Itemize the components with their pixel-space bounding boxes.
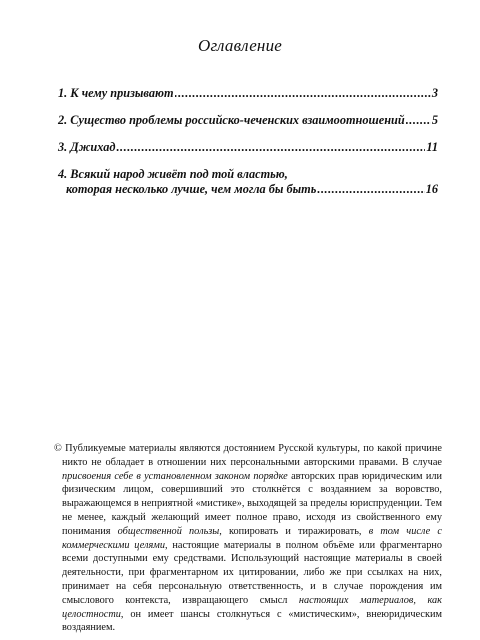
copyright-text: авторских прав юридическим или физическим лицом, совершивший это столкнётся с воздаянием за воровство, выражающемся в неприятной «мистике», выходящей за пределы юриспруденции. Тем не менее, каждый желающий имеет полное право, исходя из свойственного ему понимания: [62, 470, 442, 537]
toc-entry-title: 3. Джихад: [58, 140, 116, 154]
toc-entry-1[interactable]: [58, 86, 438, 101]
toc-entry-title-line1: 4. Всякий народ живёт под той властью,: [58, 167, 288, 181]
copyright-text: , настоящие материалы в полном объёме или фрагментарно всеми доступными ему средствами. Использующий настоящие материалы в своей деятельности, при фрагментарном их цитировании, либо же при ссылках на них, принимает на себя персональную ответственность, и в случае порождения им смыслового контекста, извращающего смысл: [62, 539, 442, 606]
toc-page-number: 3: [431, 86, 438, 100]
toc-entry-title-line2: которая несколько лучше, чем могла бы быть: [66, 182, 317, 196]
copyright-notice: [54, 442, 442, 635]
table-of-contents: [58, 86, 438, 209]
contents-heading: Оглавление: [197, 36, 283, 55]
copyright-emphasis: настоящих материалов, как целостности: [62, 594, 442, 620]
copyright-text: Публикуемые материалы являются достоянием Русской культуры, по какой причине никто не обладает в отношении них персональными авторскими правами. В случае: [61, 443, 442, 468]
dot-leader: [116, 140, 425, 155]
copyright-text: , копировать и тиражировать,: [219, 525, 369, 537]
toc-entry-4[interactable]: [58, 167, 438, 197]
toc-entry-2[interactable]: [58, 113, 438, 128]
copyright-text: , он имеет шансы столкнуться с «мистическим», внеюридическим воздаянием.: [62, 608, 442, 634]
toc-page-number: 5: [431, 113, 438, 127]
toc-entry-title: 1. К чему призывают: [58, 86, 174, 100]
toc-entry-title: 2. Существо проблемы российско-чеченских взаимоотношений: [58, 113, 405, 127]
copyright-emphasis: в том числе с коммерческими целями: [62, 525, 442, 551]
copyright-symbol: ©: [54, 443, 62, 454]
dot-leader: [406, 113, 431, 128]
toc-entry-3[interactable]: [58, 140, 438, 155]
copyright-emphasis: общественной пользы: [117, 525, 220, 537]
dot-leader: [317, 182, 424, 197]
dot-leader: [175, 86, 431, 101]
toc-page-number: 16: [425, 182, 438, 196]
toc-page-number: 11: [426, 140, 438, 154]
copyright-emphasis: присвоения себе в установленном законом порядке: [62, 470, 288, 482]
